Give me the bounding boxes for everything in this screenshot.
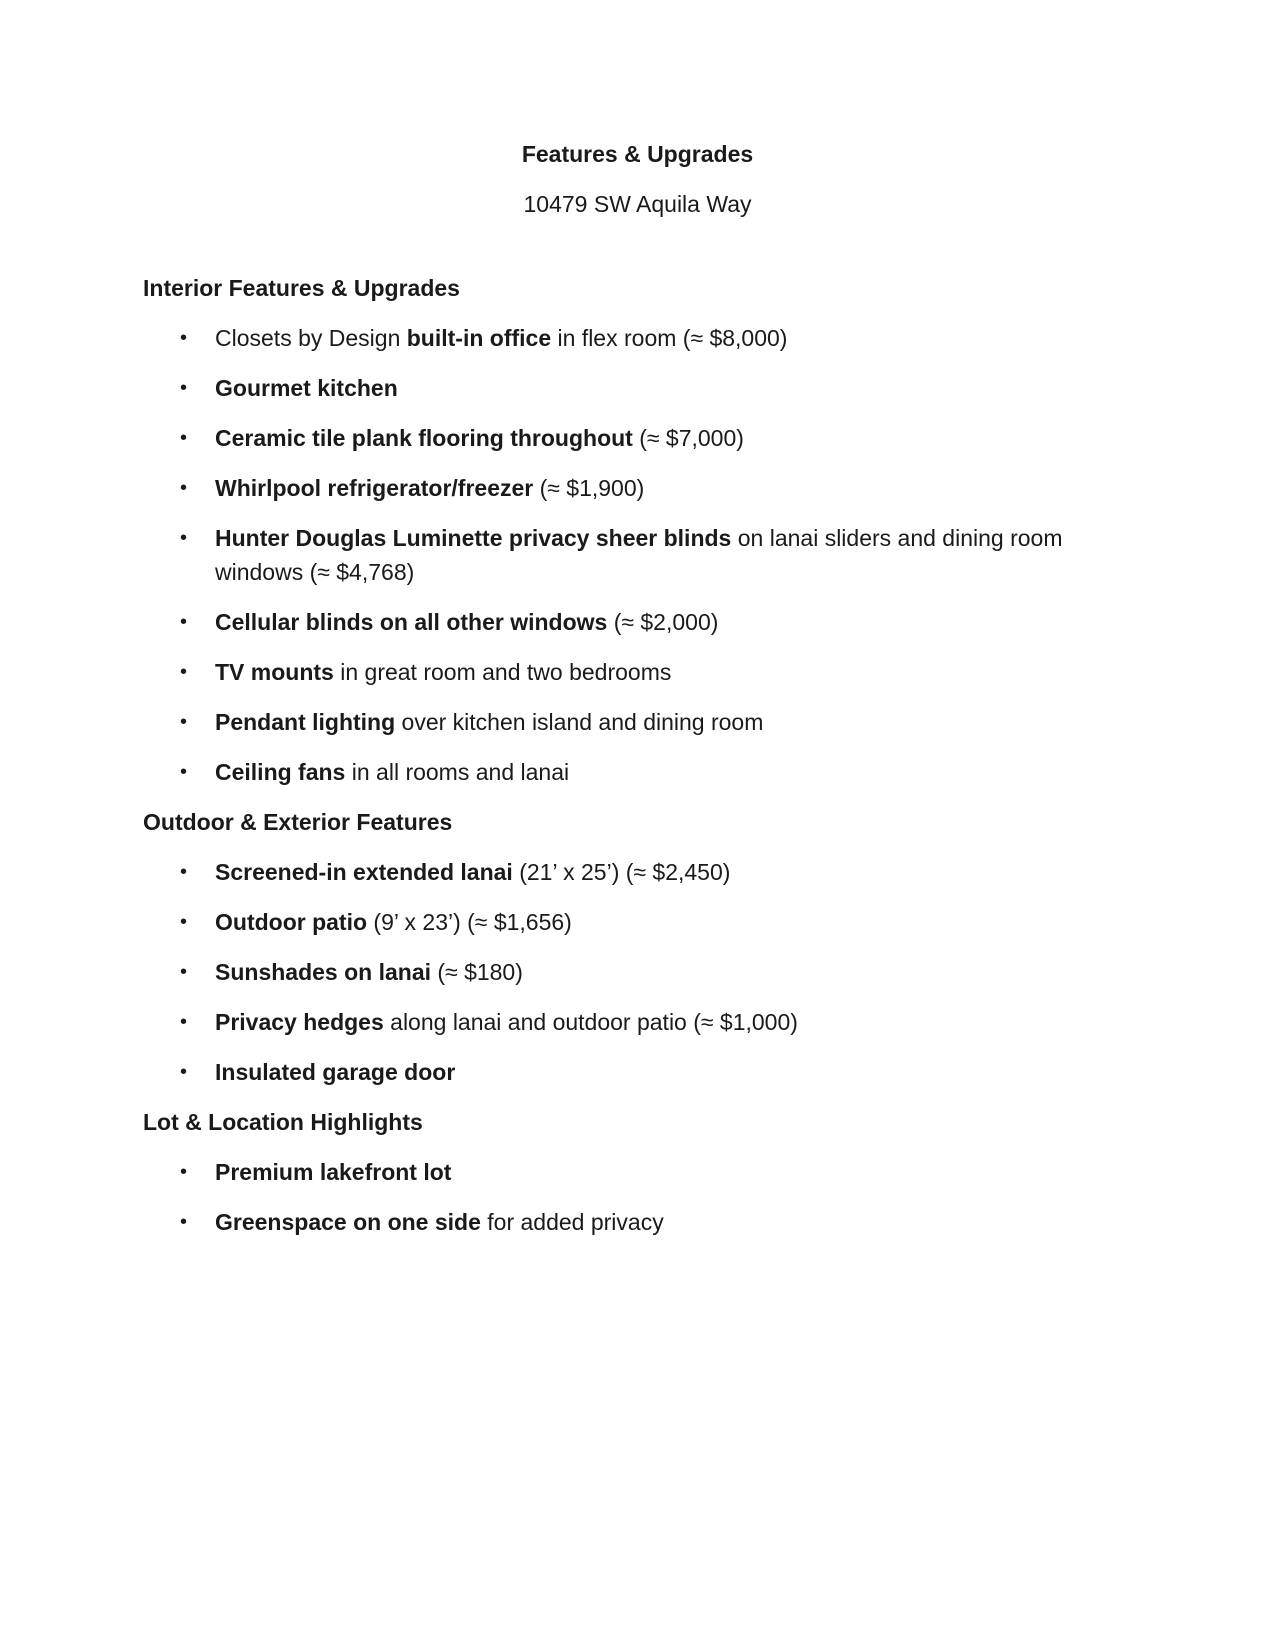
- document-subtitle: 10479 SW Aquila Way: [523, 191, 752, 217]
- list-item: [143, 755, 1132, 789]
- list-item: [143, 421, 1132, 455]
- bullet-icon: •: [180, 961, 188, 983]
- bullet-icon: •: [180, 611, 188, 633]
- bullet-icon: •: [180, 711, 188, 733]
- section-heading: Interior Features & Upgrades: [143, 275, 460, 301]
- list-item-text: Whirlpool refrigerator/freezer (≈ $1,900): [215, 475, 645, 501]
- list-item: [143, 1055, 1132, 1089]
- list-item: [143, 955, 1132, 989]
- list-item-text: Hunter Douglas Luminette privacy sheer blinds on lanai sliders and dining room windows (≈ $4,768): [215, 525, 1063, 585]
- bullet-icon: •: [180, 527, 188, 549]
- list-item-text: Premium lakefront lot: [215, 1159, 452, 1185]
- bullet-icon: •: [180, 1011, 188, 1033]
- list-item: [143, 371, 1132, 405]
- list-item-text: Ceramic tile plank flooring throughout (≈ $7,000): [215, 425, 744, 451]
- list-item-text: Cellular blinds on all other windows (≈ $2,000): [215, 609, 719, 635]
- list-item-text: TV mounts in great room and two bedrooms: [215, 659, 672, 685]
- section-heading: Lot & Location Highlights: [143, 1109, 423, 1135]
- bullet-icon: •: [180, 427, 188, 449]
- bullet-icon: •: [180, 1061, 188, 1083]
- section-heading: Outdoor & Exterior Features: [143, 809, 453, 835]
- list-item: [143, 521, 1132, 589]
- list-item-text: Closets by Design built-in office in flex room (≈ $8,000): [215, 325, 788, 351]
- sections: [143, 271, 1132, 1239]
- list-item: [143, 471, 1132, 505]
- list-item: [143, 1005, 1132, 1039]
- list-item-text: Screened-in extended lanai (21’ x 25’) (≈ $2,450): [215, 859, 731, 885]
- bullet-icon: •: [180, 327, 188, 349]
- bullet-icon: •: [180, 911, 188, 933]
- list-item: [143, 655, 1132, 689]
- list-item-text: Insulated garage door: [215, 1059, 456, 1085]
- list-item: [143, 1155, 1132, 1189]
- list-item-text: Privacy hedges along lanai and outdoor patio (≈ $1,000): [215, 1009, 798, 1035]
- bullet-icon: •: [180, 377, 188, 399]
- blank-line: [143, 237, 1132, 271]
- bullet-icon: •: [180, 861, 188, 883]
- bullet-icon: •: [180, 1161, 188, 1183]
- list-item-text: Greenspace on one side for added privacy: [215, 1209, 664, 1235]
- list-item-text: Outdoor patio (9’ x 23’) (≈ $1,656): [215, 909, 572, 935]
- list-item: [143, 1205, 1132, 1239]
- document-title: Features & Upgrades: [521, 141, 754, 167]
- bullet-icon: •: [180, 1211, 188, 1233]
- list-item-text: Gourmet kitchen: [215, 375, 398, 401]
- list-item: [143, 705, 1132, 739]
- list-item: [143, 905, 1132, 939]
- list-item-text: Sunshades on lanai (≈ $180): [215, 959, 523, 985]
- list-item-text: Ceiling fans in all rooms and lanai: [215, 759, 570, 785]
- list-item: [143, 605, 1132, 639]
- bullet-icon: •: [180, 661, 188, 683]
- list-item-text: Pendant lighting over kitchen island and dining room: [215, 709, 764, 735]
- bullet-icon: •: [180, 761, 188, 783]
- list-item: [143, 855, 1132, 889]
- bullet-icon: •: [180, 477, 188, 499]
- list-item: [143, 321, 1132, 355]
